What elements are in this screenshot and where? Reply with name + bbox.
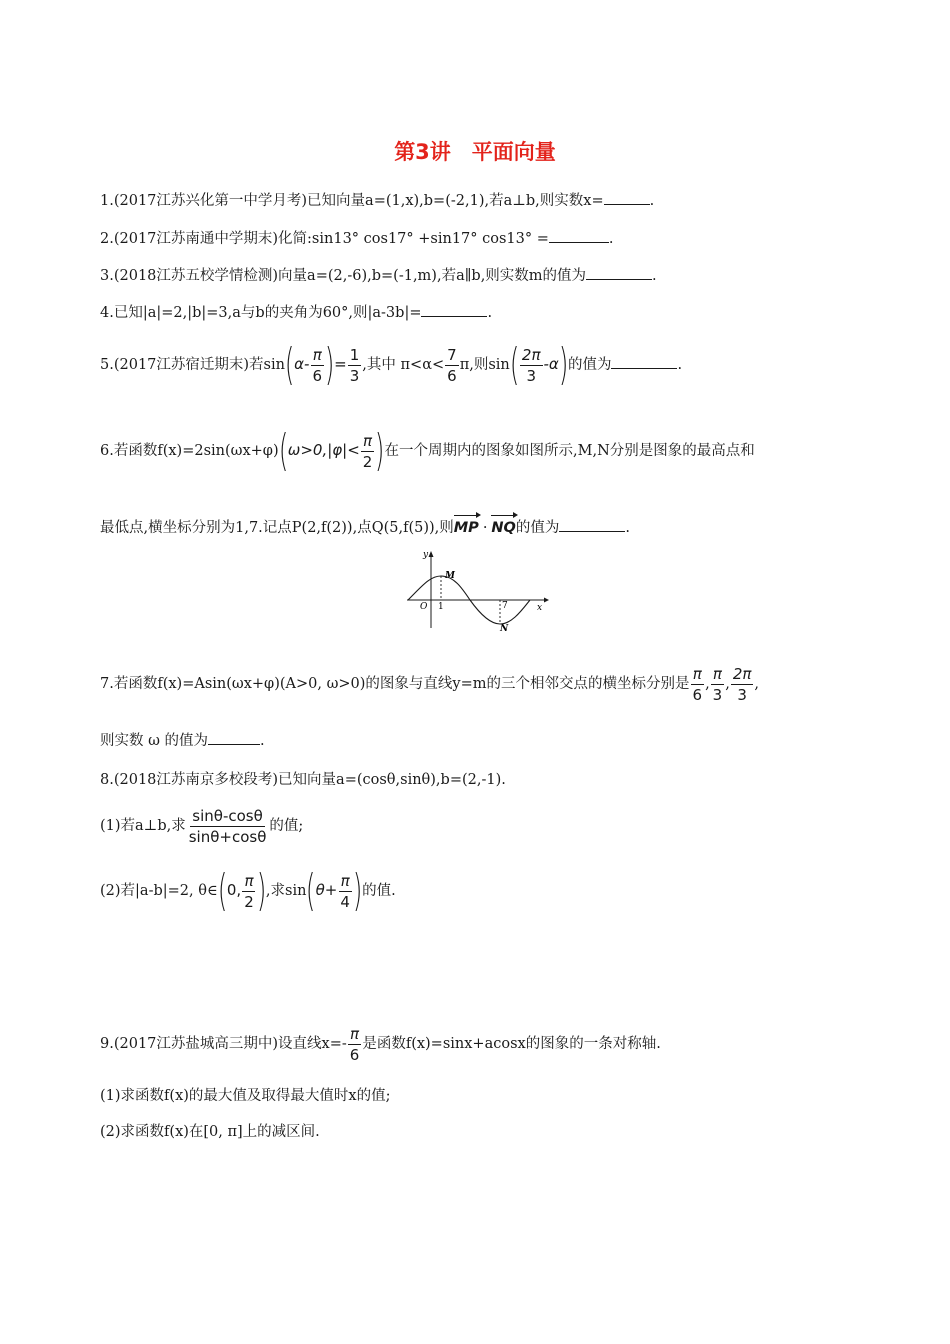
question-3 xyxy=(100,265,657,287)
numerator: 1 xyxy=(349,345,360,364)
question-9-part-2 xyxy=(100,1121,320,1143)
sine-graph xyxy=(404,548,552,632)
question-2-text: 2.(2017江苏南通中学期末)化简:sin13° cos17° +sin17° cos13° = xyxy=(100,231,549,247)
question-6-end: . xyxy=(625,520,630,536)
page-title: 第3讲 平面向量 xyxy=(394,140,556,164)
paren-left: ( xyxy=(284,339,295,390)
denominator: 6 xyxy=(349,1045,360,1064)
denominator: 2 xyxy=(244,892,254,911)
y-label: y xyxy=(423,550,429,560)
paren-left: ( xyxy=(217,865,228,916)
equals-sign: = xyxy=(334,355,347,373)
question-7 xyxy=(100,662,759,706)
question-4-text: 4.已知|a|=2,|b|=3,a与b的夹角为60°,则|a-3b|= xyxy=(100,305,422,321)
question-9-text: 是函数f(x)=sinx+acosx的图象的一条对称轴. xyxy=(362,1036,661,1052)
fraction-sin-cos xyxy=(187,806,269,847)
denominator: 2 xyxy=(362,452,373,471)
question-2-end: . xyxy=(608,231,614,247)
fraction-pi-6 xyxy=(310,345,324,386)
question-8-part-1 xyxy=(100,804,303,848)
fraction-pi-4 xyxy=(338,871,352,912)
question-5-tail: 的值为 xyxy=(567,357,612,373)
denominator: 4 xyxy=(340,892,350,911)
paren-right: ) xyxy=(324,339,335,390)
paren-right: ) xyxy=(558,339,569,390)
question-8-part-2-prefix: (2)若|a-b|=2, θ∈ xyxy=(100,883,218,899)
question-9-prefix: 9.(2017江苏盐城高三期中)设直线x=- xyxy=(100,1036,347,1052)
paren-left: ( xyxy=(278,425,288,476)
numerator: π xyxy=(363,431,373,450)
omega-condition: ω>0,|φ|< xyxy=(287,441,360,459)
paren-right: ) xyxy=(256,865,267,916)
fraction-pi-6 xyxy=(691,664,705,705)
denominator: 3 xyxy=(712,685,723,704)
denominator: 6 xyxy=(447,366,457,385)
question-6-line2 xyxy=(100,517,630,539)
x-axis-arrow xyxy=(544,598,549,603)
answer-blank-1[interactable] xyxy=(604,190,650,205)
question-6-line2-text: 最低点,横坐标分别为1,7.记点P(2,f(2)),点Q(5,f(5)),则 xyxy=(100,520,454,536)
dot-product: · xyxy=(482,520,488,536)
numerator: π xyxy=(312,345,322,364)
theta-plus: θ+ xyxy=(315,881,338,899)
question-8-part-1-post: 的值; xyxy=(269,818,304,834)
y-axis-arrow xyxy=(429,551,434,557)
tick-label-1: 1 xyxy=(438,602,444,612)
numerator: 2π xyxy=(732,664,752,683)
paren-right: ) xyxy=(375,425,385,476)
answer-blank-7[interactable] xyxy=(208,730,260,745)
numerator: 2π xyxy=(521,345,541,364)
question-3-end: . xyxy=(652,268,657,284)
answer-blank-5[interactable] xyxy=(611,354,677,369)
numerator: π xyxy=(244,871,254,890)
question-8-part-2-middle: ,求sin xyxy=(265,883,307,899)
numerator: π xyxy=(340,871,350,890)
question-9-part-2-text: (2)求函数f(x)在[0, π]上的减区间. xyxy=(100,1124,320,1140)
fraction-7-6 xyxy=(445,345,459,386)
question-7-prefix: 7.若函数f(x)=Asin(ωx+φ)(A>0, ω>0)的图象与直线y=m的三个相邻交点的横坐标分别是 xyxy=(100,676,690,692)
question-4-end: . xyxy=(487,305,493,321)
fraction-pi-3 xyxy=(711,664,725,705)
question-6 xyxy=(100,425,755,476)
interval-start: 0, xyxy=(226,881,242,899)
denominator: 6 xyxy=(692,685,703,704)
answer-blank-3[interactable] xyxy=(586,265,652,280)
vector-nq: NQ xyxy=(491,517,515,539)
answer-blank-2[interactable] xyxy=(549,228,609,243)
question-6-text: 在一个周期内的图象如图所示,M,N分别是图象的最高点和 xyxy=(384,443,755,459)
origin-label: O xyxy=(420,602,428,612)
numerator: 7 xyxy=(447,345,457,364)
denominator: 3 xyxy=(349,366,360,385)
denominator: 3 xyxy=(737,685,747,704)
question-2 xyxy=(100,228,614,250)
numerator: π xyxy=(692,664,702,683)
question-8-part-2 xyxy=(100,865,396,916)
question-9 xyxy=(100,1022,661,1066)
point-n-label: N xyxy=(500,624,509,632)
fraction-2pi-3 xyxy=(520,345,543,386)
question-8-part-1-prefix: (1)若a⊥b,求 xyxy=(100,818,186,834)
fraction-pi-2 xyxy=(361,431,375,472)
fraction-pi-2 xyxy=(242,871,256,912)
question-5-prefix: 5.(2017江苏宿迁期末)若sin xyxy=(100,357,285,373)
comma: , xyxy=(725,676,730,692)
question-5-pi-text: π,则sin xyxy=(459,357,510,373)
answer-blank-6[interactable] xyxy=(559,517,625,532)
question-1 xyxy=(100,190,654,212)
minus-alpha: -α xyxy=(543,355,559,373)
question-7-end: . xyxy=(260,733,265,749)
fraction-1-3 xyxy=(348,345,362,386)
question-9-part-1 xyxy=(100,1085,390,1107)
fraction-2pi-3 xyxy=(731,664,754,705)
question-6-line2-post: 的值为 xyxy=(515,520,560,536)
question-8-part-2-post: 的值. xyxy=(362,883,396,899)
paren-right: ) xyxy=(352,865,363,916)
comma: , xyxy=(705,676,710,692)
comma: , xyxy=(754,676,760,692)
paren-left: ( xyxy=(509,339,520,390)
question-7-line2 xyxy=(100,730,265,752)
question-9-part-1-text: (1)求函数f(x)的最大值及取得最大值时x的值; xyxy=(100,1088,391,1104)
denominator: sinθ+cosθ xyxy=(188,827,267,846)
question-1-text: 1.(2017江苏兴化第一中学月考)已知向量a=(1,x),b=(-2,1),若a⊥b,则实数x= xyxy=(100,193,604,209)
question-5-end: . xyxy=(677,357,683,373)
tick-label-7: 7 xyxy=(502,601,508,611)
question-3-text: 3.(2018江苏五校学情检测)向量a=(2,-6),b=(-1,m),若a∥b,则实数m的值为 xyxy=(100,268,587,284)
point-m-label: M xyxy=(445,571,455,581)
question-7-line2-text: 则实数 ω 的值为 xyxy=(100,733,209,749)
answer-blank-4[interactable] xyxy=(421,302,487,317)
question-6-prefix: 6.若函数f(x)=2sin(ωx+φ) xyxy=(100,443,279,459)
fraction-pi-6 xyxy=(348,1024,362,1065)
question-8 xyxy=(100,769,506,791)
question-5-middle: ,其中 π<α< xyxy=(362,357,445,373)
question-4 xyxy=(100,302,492,324)
question-8-stem: 8.(2018江苏南京多校段考)已知向量a=(cosθ,sinθ),b=(2,-1). xyxy=(100,772,506,788)
denominator: 3 xyxy=(526,366,536,385)
question-5 xyxy=(100,339,683,390)
alpha-minus: α- xyxy=(294,355,310,373)
denominator: 6 xyxy=(312,366,322,385)
numerator: π xyxy=(712,664,722,683)
paren-left: ( xyxy=(306,865,316,916)
numerator: sinθ-cosθ xyxy=(192,806,263,825)
vector-mp: MP xyxy=(454,517,479,539)
question-1-end: . xyxy=(649,193,655,209)
x-label: x xyxy=(537,603,543,613)
numerator: π xyxy=(350,1024,360,1043)
